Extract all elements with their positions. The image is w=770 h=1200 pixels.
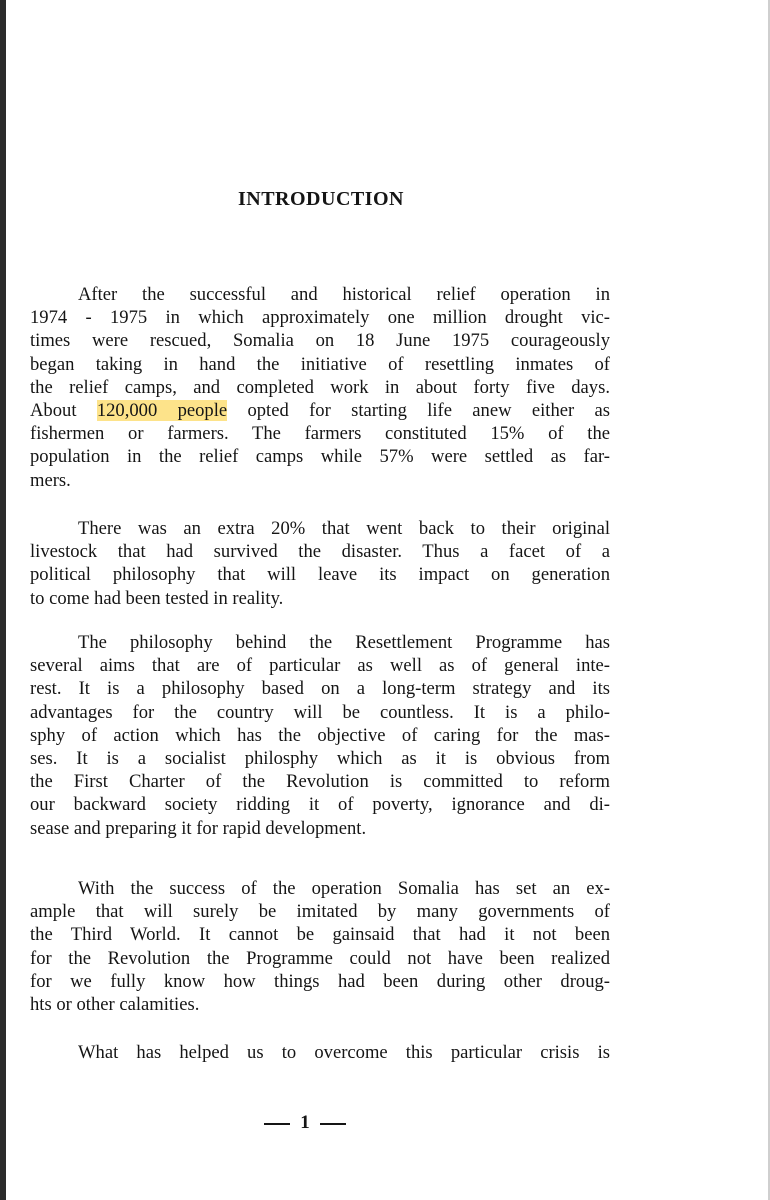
page-number [0, 1112, 610, 1134]
text-line: What has helped us to overcome this particular crisis is [78, 1042, 610, 1063]
text-line: sphy of action which has the objective of caring for the mas- [30, 724, 610, 746]
highlighted-text: 120,000 people [96, 400, 228, 422]
text-line: With the success of the operation Somalia has set an ex- [78, 878, 610, 899]
text-line: for we fully know how things had been during other droug- [30, 970, 610, 992]
dash-right [320, 1123, 346, 1125]
text-line: our backward society ridding it of poverty, ignorance and di- [30, 794, 610, 816]
text-line: After the successful and historical relief operation in [78, 284, 610, 305]
text-line: population in the relief camps while 57% were settled as far- [30, 446, 610, 468]
text-line: fishermen or farmers. The farmers constituted 15% of the [30, 423, 610, 445]
dash-left [264, 1123, 290, 1125]
text-line: There was an extra 20% that went back to their original [78, 518, 610, 539]
text-line: advantages for the country will be countless. It is a philo- [30, 701, 610, 723]
text-line: hts or other calamities. [30, 994, 200, 1016]
page-title: INTRODUCTION [237, 188, 405, 210]
text-line: to come had been tested in reality. [30, 587, 284, 609]
text-line: mers. [30, 469, 71, 491]
text-line: rest. It is a philosophy based on a long-term strategy and its [30, 678, 610, 700]
page-number-value: 1 [300, 1112, 310, 1133]
text-fragment: About [30, 400, 97, 422]
paragraph-2 [30, 517, 610, 610]
paragraph-3 [30, 631, 610, 840]
text-line: 1974 - 1975 in which approximately one million drought vic- [30, 307, 610, 329]
paragraph-4 [30, 877, 610, 1016]
text-line: the relief camps, and completed work in about forty five days. [30, 376, 610, 398]
text-line: The philosophy behind the Resettlement Programme has [78, 632, 610, 653]
text-line: political philosophy that will leave its impact on generation [30, 564, 610, 586]
text-line: the First Charter of the Revolution is committed to reform [30, 771, 610, 793]
text-line: sease and preparing it for rapid development. [30, 817, 367, 839]
paragraph-5 [30, 1041, 610, 1064]
text-line: ample that will surely be imitated by many governments of [30, 901, 610, 923]
text-line-with-highlight [30, 399, 610, 422]
text-line: ses. It is a socialist philosphy which as it is obvious from [30, 748, 610, 770]
text-line: began taking in hand the initiative of resettling inmates of [30, 353, 610, 375]
paragraph-1 [30, 283, 610, 492]
scan-left-edge [0, 0, 6, 1200]
text-line: livestock that had survived the disaster. Thus a facet of a [30, 541, 610, 563]
text-line: several aims that are of particular as well as of general inte- [30, 655, 610, 677]
text-line: for the Revolution the Programme could not have been realized [30, 947, 610, 969]
text-line: times were rescued, Somalia on 18 June 1975 courageously [30, 330, 610, 352]
text-line: the Third World. It cannot be gainsaid that had it not been [30, 924, 610, 946]
text-fragment: opted for starting life anew either as [227, 400, 611, 422]
